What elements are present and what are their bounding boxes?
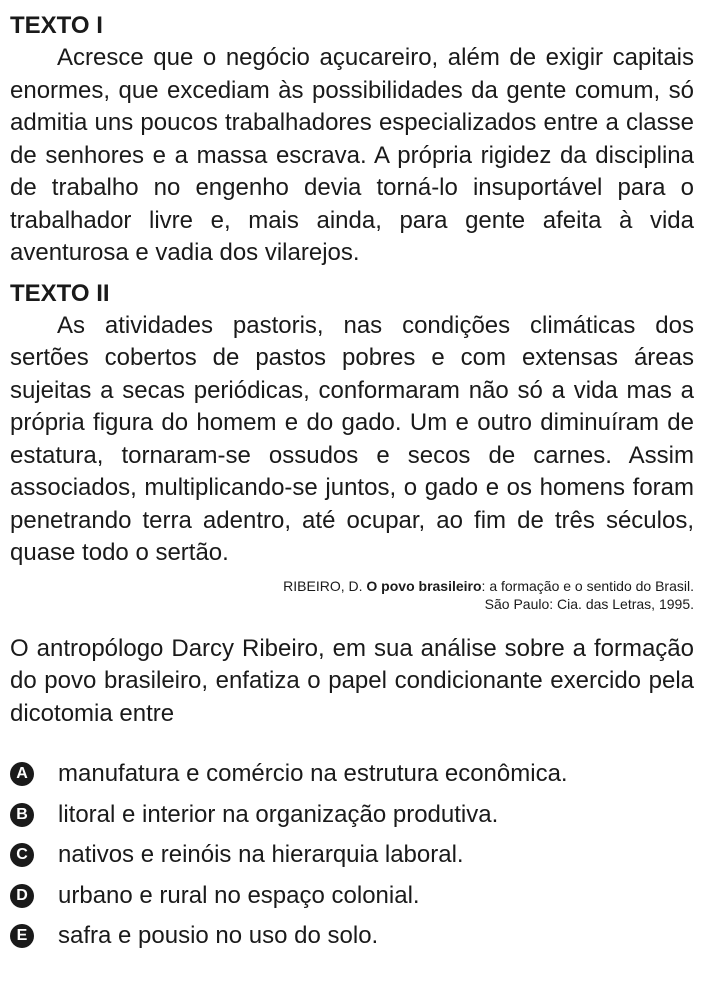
option-e[interactable] [10, 916, 694, 957]
option-d[interactable] [10, 876, 694, 917]
texto-1-body: Acresce que o negócio açucareiro, além de exigir capitais enormes, que excediam às possibilidades da gente comum, só admitia uns poucos trabalhadores especializados entre a classe de senhores e a massa escrava. A própria rigidez da disciplina de trabalho no engenho devia torná-lo insuportável para o trabalhador livre e, mais ainda, para gente afeita à vida aventurosa e vadia dos vilarejos. [10, 44, 694, 266]
citation [10, 577, 694, 613]
option-c-letter-icon: C [10, 843, 34, 867]
citation-author: RIBEIRO, D. [283, 577, 367, 594]
option-a[interactable] [10, 754, 694, 795]
texto-2-heading: TEXTO II [10, 279, 110, 307]
texto-2-body: As atividades pastoris, nas condições climáticas dos sertões cobertos de pastos pobres e com extensas áreas sujeitas a secas periódicas, conformaram não só a vida mas a própria figura do homem e do gado. Um e outro diminuíram de estatura, tornaram-se ossudos e secos de carnes. Assim associados, multiplicando-se juntos, o gado e os homens foram penetrando terra adentro, até ocupar, ao fim de três séculos, quase todo o sertão. [10, 311, 694, 566]
option-b-text: litoral e interior na organização produtiva. [58, 800, 499, 828]
texto-1-heading: TEXTO I [10, 12, 103, 39]
option-c[interactable] [10, 835, 694, 876]
citation-publisher: São Paulo: Cia. das Letras, 1995. [484, 595, 694, 612]
citation-subtitle: : a formação e o sentido do Brasil. [481, 577, 694, 594]
citation-line-1 [10, 577, 694, 595]
option-c-text: nativos e reinóis na hierarquia laboral. [58, 841, 464, 869]
option-e-letter-icon: E [10, 924, 34, 948]
question-stem: O antropólogo Darcy Ribeiro, em sua análise sobre a formação do povo brasileiro, enfatiza o papel condicionante exercido pela dicotomia entre [10, 634, 694, 727]
option-a-text: manufatura e comércio na estrutura econômica. [58, 760, 568, 788]
option-d-letter-icon: D [10, 884, 34, 908]
citation-title: O povo brasileiro [366, 577, 482, 594]
option-b[interactable] [10, 795, 694, 836]
option-d-text: urbano e rural no espaço colonial. [58, 881, 420, 909]
option-a-letter-icon: A [10, 762, 34, 786]
answer-options [10, 754, 694, 957]
option-e-text: safra e pousio no uso do solo. [58, 922, 379, 950]
option-b-letter-icon: B [10, 803, 34, 827]
question-page [10, 10, 694, 957]
